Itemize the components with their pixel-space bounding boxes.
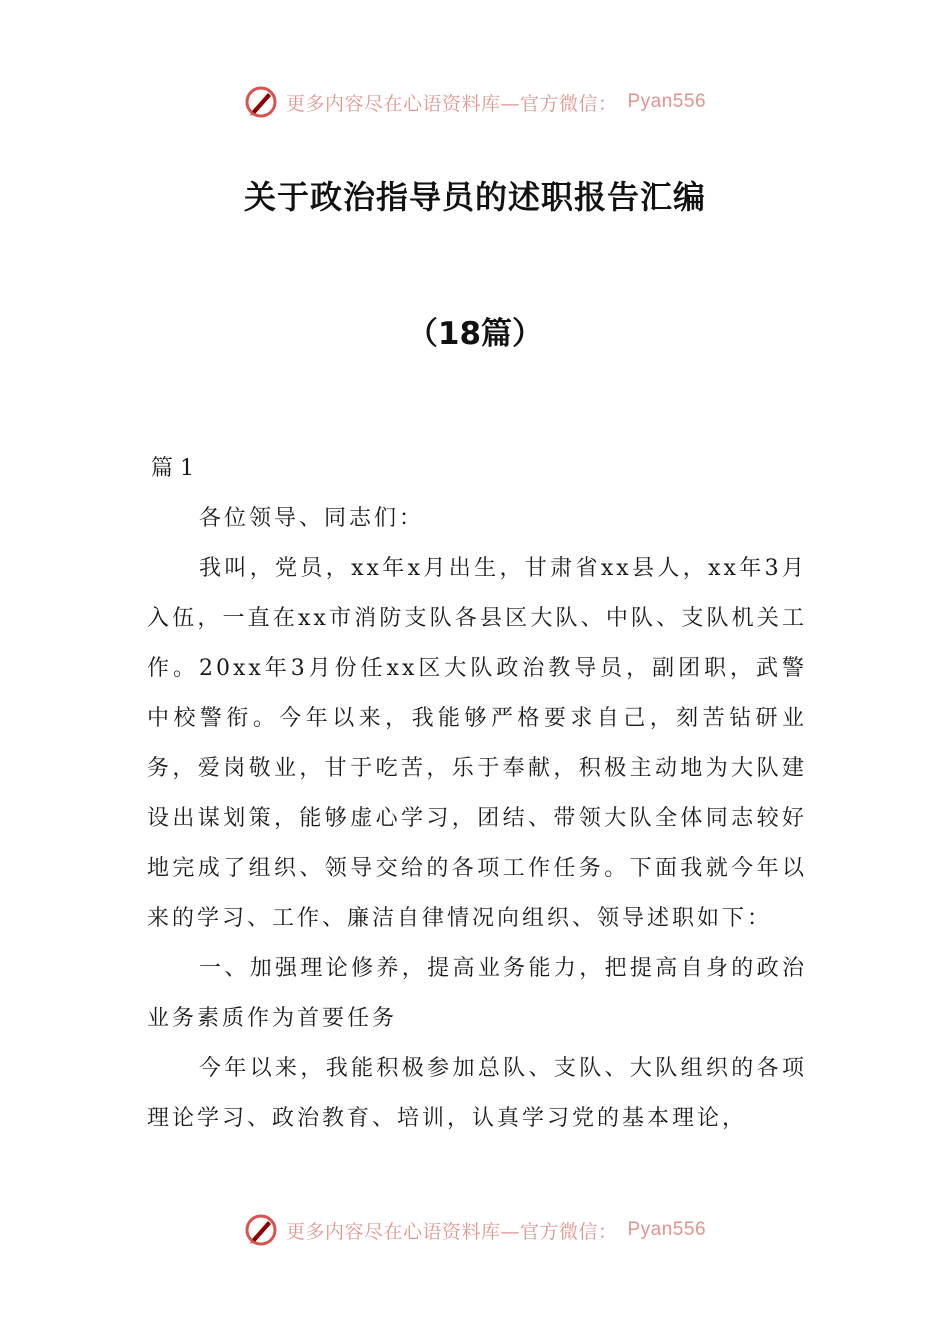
- watermark-wechat-id: Pyan556: [627, 1219, 707, 1240]
- intro-paragraph: 我叫，党员，xx年x月出生，甘肃省xx县人，xx年3月入伍，一直在xx市消防支队各县区大队、中队、支队机关工作。20xx年3月份任xx区大队政治教导员，副团职，武警中校警衔。今年以来，我能够严格要求自己，刻苦钻研业务，爱岗敬业，甘于吃苦，乐于奉献，积极主动地为大队建设出谋划策，能够虚心学习，团结、带领大队全体同志较好地完成了组织、领导交给的各项工作任务。下面我就今年以来的学习、工作、廉洁自律情况向组织、领导述职如下：: [147, 556, 807, 931]
- watermark-footer: [0, 1208, 950, 1252]
- document-title: 关于政治指导员的述职报告汇编: [243, 178, 706, 216]
- watermark-text: 更多内容尽在心语资料库—官方微信：: [285, 92, 618, 115]
- heading-paragraph: 一、加强理论修养，提高业务能力，把提高自身的政治业务素质作为首要任务: [147, 956, 807, 1031]
- salutation-paragraph: 各位领导、同志们：: [199, 506, 425, 531]
- watermark-text: 更多内容尽在心语资料库—官方微信：: [285, 1220, 618, 1243]
- watermark-header: [0, 80, 950, 124]
- content-paragraph: 今年以来，我能积极参加总队、支队、大队组织的各项理论学习、政治教育、培训，认真学习党的基本理论，: [147, 1056, 807, 1131]
- document-body: [147, 444, 807, 1144]
- pen-logo-icon: [244, 1213, 278, 1247]
- pen-logo-icon: [244, 85, 278, 119]
- watermark-wechat-id: Pyan556: [627, 91, 707, 112]
- section-label: 篇 1: [151, 456, 194, 481]
- document-subtitle: （18篇）: [406, 316, 544, 352]
